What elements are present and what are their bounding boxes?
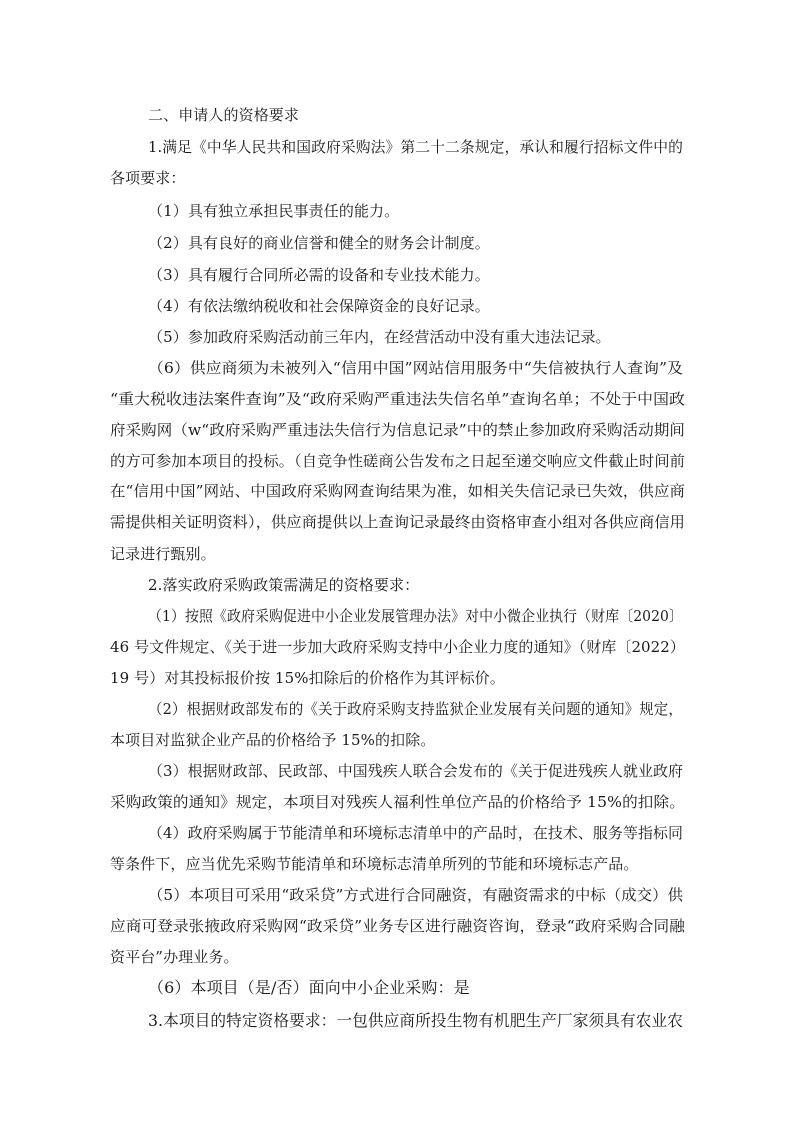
section-heading: 二、申请人的资格要求 bbox=[148, 106, 300, 124]
list-item: （6）本项目（是/否）面向中小企业采购：是 bbox=[148, 978, 470, 997]
list-item: （3）根据财政部、民政部、中国残疾人联合会发布的《关于促进残疾人就业政府 bbox=[148, 762, 683, 780]
list-item: （1）按照《政府采购促进中小企业发展管理办法》对中小微企业执行（财库〔2020〕 bbox=[148, 607, 683, 625]
list-item: （4）政府采购属于节能清单和环境标志清单中的产品时，在技术、服务等指标同 bbox=[148, 824, 683, 842]
paragraph-line: 46 号文件规定、《关于进一步加大政府采购支持中小企业力度的通知》（财库〔2022） bbox=[110, 638, 685, 656]
list-item: （2）根据财政部发布的《关于政府采购支持监狱企业发展有关问题的通知》规定， bbox=[148, 700, 683, 718]
paragraph-line: 各项要求： bbox=[110, 169, 186, 187]
paragraph-line: 资平台”办理业务。 bbox=[110, 948, 239, 966]
section-heading: 3.本项目的特定资格要求：一包供应商所投生物有机肥生产厂家须具有农业农 bbox=[148, 1011, 683, 1030]
paragraph-line: 需提供相关证明资料），供应商提供以上查询记录最终由资格审查小组对各供应商信用 bbox=[110, 513, 685, 531]
list-item: （4）有依法缴纳税收和社会保障资金的良好记录。 bbox=[148, 297, 490, 315]
paragraph-line: 的方可参加本项目的投标。（自竞争性磋商公告发布之日起至递交响应文件截止时间前 bbox=[110, 452, 685, 470]
paragraph-line: 1.满足《中华人民共和国政府采购法》第二十二条规定，承认和履行招标文件中的 bbox=[148, 138, 683, 156]
paragraph-line: 采购政策的通知》规定，本项目对残疾人福利性单位产品的价格给予 15%的扣除。 bbox=[110, 793, 685, 811]
list-item: （2）具有良好的商业信誉和健全的财务会计制度。 bbox=[148, 234, 490, 252]
list-item: （1）具有独立承担民事责任的能力。 bbox=[148, 202, 400, 220]
paragraph-line: “重大税收违法案件查询”及“政府采购严重违法失信名单”查询名单；不处于中国政 bbox=[110, 390, 686, 408]
paragraph-line: 本项目对监狱企业产品的价格给予 15%的扣除。 bbox=[110, 731, 436, 749]
paragraph-line: 府采购网（w“政府采购严重违法失信行为信息记录”中的禁止参加政府采购活动期间 bbox=[110, 421, 685, 439]
paragraph-line: 记录进行甄别。 bbox=[110, 545, 216, 563]
list-item: （5）本项目可采用“政采贷”方式进行合同融资，有融资需求的中标（成交）供 bbox=[148, 886, 683, 904]
paragraph-line: 在“信用中国”网站、中国政府采购网查询结果为准，如相关失信记录已失效，供应商 bbox=[110, 482, 685, 500]
paragraph-line: 19 号）对其投标报价按 15%扣除后的价格作为其评标价。 bbox=[110, 669, 505, 687]
paragraph-line: 应商可登录张掖政府采购网“政采贷”业务专区进行融资咨询，登录“政府采购合同融 bbox=[110, 917, 685, 935]
list-item: （6）供应商须为未被列入“信用中国”网站信用服务中“失信被执行人查询”及 bbox=[148, 359, 683, 377]
list-item: （5）参加政府采购活动前三年内，在经营活动中没有重大违法记录。 bbox=[148, 328, 611, 346]
paragraph-line: 等条件下，应当优先采购节能清单和环境标志清单所列的节能和环境标志产品。 bbox=[110, 855, 639, 873]
list-item: （3）具有履行合同所必需的设备和专业技术能力。 bbox=[148, 266, 490, 284]
section-heading: 2.落实政府采购政策需满足的资格要求： bbox=[148, 576, 420, 594]
